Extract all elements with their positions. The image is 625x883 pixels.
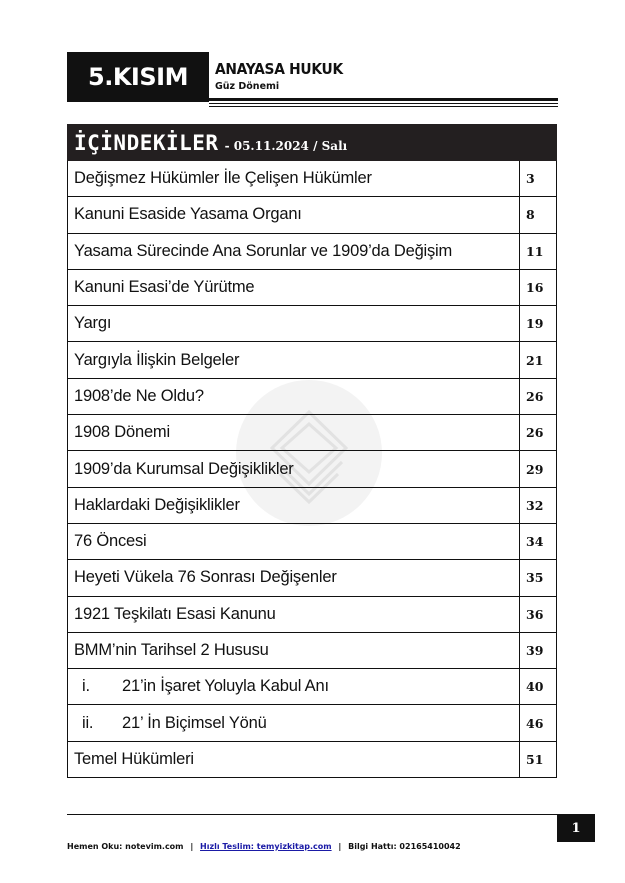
toc-entry-page: 40 (526, 679, 544, 695)
toc-entry-page: 29 (526, 461, 544, 477)
toc-entry (68, 451, 520, 486)
toc-row[interactable] (67, 560, 557, 596)
toc-row[interactable] (67, 524, 557, 560)
toc-entry (68, 669, 520, 704)
toc-header (67, 124, 557, 161)
toc-entry (68, 742, 520, 777)
toc-entry (68, 306, 520, 341)
toc-entry-page: 46 (526, 715, 544, 731)
toc-entry (68, 161, 520, 196)
toc-row[interactable] (67, 197, 557, 233)
toc-entry-title: 1908’de Ne Oldu? (74, 386, 204, 405)
toc-entry-page: 32 (526, 497, 544, 513)
footer-rule (67, 814, 557, 815)
toc-entry-page: 36 (526, 606, 544, 622)
toc-row[interactable] (67, 415, 557, 451)
toc-row[interactable] (67, 451, 557, 487)
toc-entry (68, 488, 520, 523)
toc-entry-title: Temel Hükümleri (74, 749, 194, 768)
toc-date: - 05.11.2024 / Salı (224, 138, 348, 153)
toc-entry (68, 524, 520, 559)
toc-entry-title: Kanuni Esasi’de Yürütme (74, 278, 255, 297)
toc-row[interactable] (67, 270, 557, 306)
toc-row[interactable] (67, 633, 557, 669)
page-number: 1 (557, 814, 595, 842)
toc-entry-title: Yasama Sürecinde Ana Sorunlar ve 1909’da Değişim (74, 241, 453, 260)
toc-entry-title: Kanuni Esaside Yasama Organı (74, 205, 302, 224)
toc-entry-title: Yargı (74, 314, 112, 333)
toc-entry (68, 560, 520, 595)
toc-title: İÇİNDEKİLER (74, 130, 219, 155)
toc-row[interactable] (67, 669, 557, 705)
toc-row[interactable] (67, 306, 557, 342)
header-rule (209, 98, 558, 101)
toc-entry-title: Değişmez Hükümler İle Çelişen Hükümler (74, 169, 372, 188)
course-title: ANAYASA HUKUK (215, 60, 343, 78)
table-of-contents (67, 124, 557, 778)
toc-entry-page: 21 (526, 352, 544, 368)
header-rule (209, 103, 558, 104)
toc-entry-title: Yargıyla İlişkin Belgeler (74, 350, 240, 369)
toc-entry-title: 1921 Teşkilatı Esasi Kanunu (74, 604, 276, 623)
toc-entry (68, 234, 520, 269)
toc-entry-title: 21’ İn Biçimsel Yönü (122, 713, 267, 732)
footer-delivery-link[interactable]: Hızlı Teslim: temyizkitap.com (200, 842, 332, 851)
toc-entry (68, 633, 520, 668)
toc-entry-page: 3 (526, 171, 535, 187)
toc-row[interactable] (67, 379, 557, 415)
footer-info (67, 842, 461, 851)
section-label: 5.KISIM (88, 63, 188, 91)
toc-row[interactable] (67, 597, 557, 633)
section-label-block (67, 52, 209, 102)
toc-entry-page: 16 (526, 280, 544, 296)
toc-entry (68, 415, 520, 450)
toc-entry-page: 35 (526, 570, 544, 586)
toc-entry-title: 21’in İşaret Yoluyla Kabul Anı (122, 677, 329, 696)
toc-row[interactable] (67, 342, 557, 378)
term-label: Güz Dönemi (215, 81, 280, 92)
toc-entry-page: 11 (526, 243, 544, 259)
toc-entry-page: 51 (526, 751, 544, 767)
toc-entry-page: 8 (526, 207, 535, 223)
toc-row[interactable] (67, 161, 557, 197)
toc-entry-title: 1909’da Kurumsal Değişiklikler (74, 459, 294, 478)
toc-entry-page: 34 (526, 534, 544, 550)
toc-entry-page: 39 (526, 643, 544, 658)
toc-entry-page: 19 (526, 316, 544, 332)
toc-entry-title: Haklardaki Değişiklikler (74, 495, 240, 514)
footer-separator: | (190, 842, 194, 851)
toc-row[interactable] (67, 705, 557, 741)
toc-entry-title: BMM’nin Tarihsel 2 Hususu (74, 641, 269, 659)
toc-row[interactable] (67, 488, 557, 524)
toc-entry-page: 26 (526, 388, 544, 404)
footer-info-line: Bilgi Hattı: 02165410042 (348, 842, 461, 851)
toc-entry-title: 76 Öncesi (74, 532, 147, 551)
toc-row[interactable] (67, 742, 557, 778)
toc-entry-title: Heyeti Vükela 76 Sonrası Değişenler (74, 568, 337, 587)
toc-entry-title: 1908 Dönemi (74, 423, 170, 442)
toc-entry (68, 270, 520, 305)
toc-entry (68, 197, 520, 232)
toc-entry (68, 597, 520, 632)
toc-entry (68, 705, 520, 740)
toc-entry (68, 379, 520, 414)
toc-row[interactable] (67, 234, 557, 270)
footer-read-link[interactable]: Hemen Oku: notevim.com (67, 842, 184, 851)
toc-entry-number: ii. (82, 713, 94, 732)
toc-entry-page: 26 (526, 425, 544, 441)
header-rule (209, 106, 558, 107)
toc-entry-number: i. (82, 677, 90, 696)
footer-separator: | (338, 842, 342, 851)
toc-entry (68, 342, 520, 377)
